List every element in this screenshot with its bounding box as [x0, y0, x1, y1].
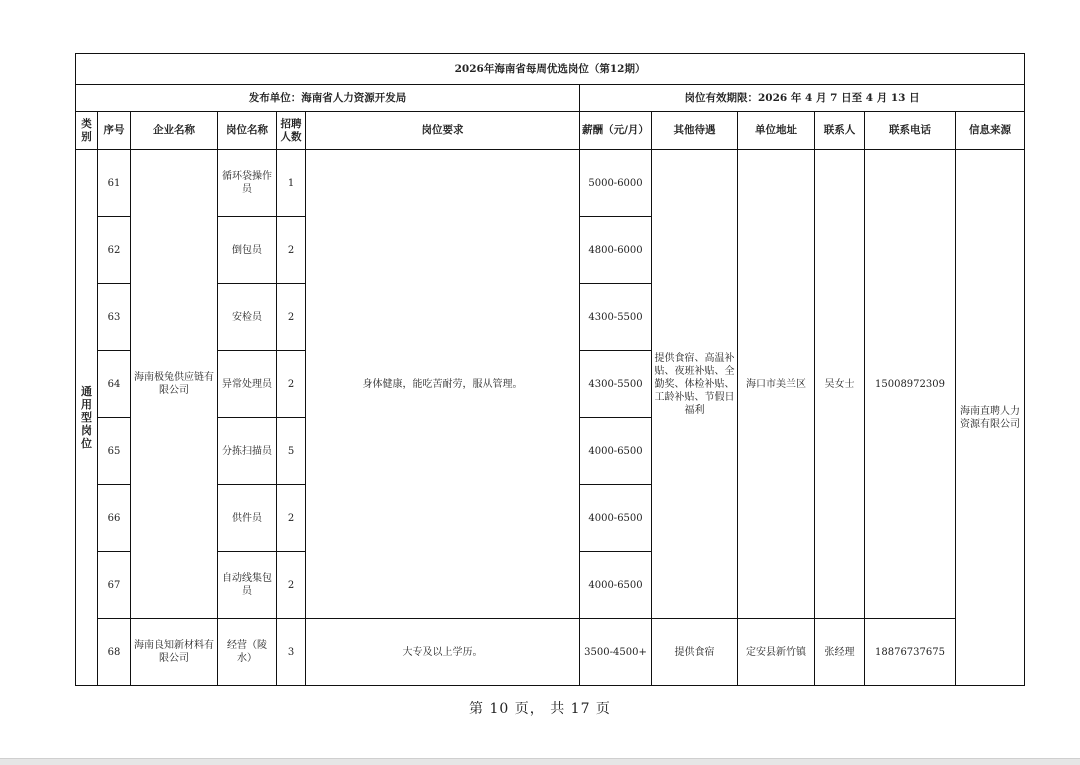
cell-count: 5: [277, 418, 306, 485]
cell-position: 异常处理员: [218, 351, 277, 418]
table-header-row: [76, 112, 1025, 150]
cell-count: 2: [277, 284, 306, 351]
cell-position: 经营（陵水）: [218, 619, 277, 686]
cell-position: 自动线集包员: [218, 552, 277, 619]
cell-salary: 4300-5500: [580, 351, 652, 418]
validity-label: 岗位有效期限：2026 年 4 月 7 日至 4 月 13 日: [580, 85, 1025, 112]
cell-source: 海南直聘人力资源有限公司: [956, 150, 1025, 686]
cell-company: 海南极兔供应链有限公司: [131, 150, 218, 619]
header-phone: 联系电话: [865, 112, 956, 150]
cell-salary: 4300-5500: [580, 284, 652, 351]
cell-count: 2: [277, 217, 306, 284]
cell-requirements: 身体健康，能吃苦耐劳，服从管理。: [306, 150, 580, 619]
cell-address: 海口市美兰区: [738, 150, 815, 619]
cell-position: 循环袋操作员: [218, 150, 277, 217]
cell-address: 定安县新竹镇: [738, 619, 815, 686]
document-title: 2026年海南省每周优选岗位（第12期）: [76, 54, 1025, 85]
header-count: 招聘人数: [277, 112, 306, 150]
header-category: 类别: [76, 112, 98, 150]
header-source: 信息来源: [956, 112, 1025, 150]
cell-count: 2: [277, 485, 306, 552]
cell-position: 安检员: [218, 284, 277, 351]
page-number: 第 10 页， 共 17 页: [469, 701, 611, 717]
table-row: [76, 619, 1025, 686]
cell-count: 2: [277, 351, 306, 418]
cell-salary: 4000-6500: [580, 485, 652, 552]
cell-count: 2: [277, 552, 306, 619]
job-table-sheet: [75, 53, 1025, 686]
header-salary: 薪酬（元/月）: [580, 112, 652, 150]
cell-salary: 4000-6500: [580, 418, 652, 485]
header-index: 序号: [98, 112, 131, 150]
cell-index: 68: [98, 619, 131, 686]
cell-contact: 吴女士: [815, 150, 865, 619]
job-table: [75, 53, 1025, 686]
table-row: [76, 150, 1025, 217]
cell-company: 海南良知新材料有限公司: [131, 619, 218, 686]
cell-index: 64: [98, 351, 131, 418]
cell-salary: 4000-6500: [580, 552, 652, 619]
header-company: 企业名称: [131, 112, 218, 150]
cell-contact: 张经理: [815, 619, 865, 686]
cell-benefits: 提供食宿: [652, 619, 738, 686]
category-cell: 通用型岗位: [76, 150, 98, 686]
cell-index: 66: [98, 485, 131, 552]
cell-salary: 3500-4500+: [580, 619, 652, 686]
header-requirements: 岗位要求: [306, 112, 580, 150]
cell-index: 62: [98, 217, 131, 284]
header-benefits: 其他待遇: [652, 112, 738, 150]
publisher-label: 发布单位：海南省人力资源开发局: [76, 85, 580, 112]
cell-salary: 4800-6000: [580, 217, 652, 284]
header-contact: 联系人: [815, 112, 865, 150]
cell-phone: 18876737675: [865, 619, 956, 686]
cell-position: 供件员: [218, 485, 277, 552]
cell-index: 63: [98, 284, 131, 351]
cell-index: 67: [98, 552, 131, 619]
header-position: 岗位名称: [218, 112, 277, 150]
cell-phone: 15008972309: [865, 150, 956, 619]
cell-position: 倒包员: [218, 217, 277, 284]
cell-benefits: 提供食宿、高温补贴、夜班补贴、全勤奖、体检补贴、工龄补贴、节假日福利: [652, 150, 738, 619]
cell-salary: 5000-6000: [580, 150, 652, 217]
cell-requirements: 大专及以上学历。: [306, 619, 580, 686]
cell-position: 分拣扫描员: [218, 418, 277, 485]
cell-count: 3: [277, 619, 306, 686]
cell-index: 61: [98, 150, 131, 217]
cell-index: 65: [98, 418, 131, 485]
header-address: 单位地址: [738, 112, 815, 150]
cell-count: 1: [277, 150, 306, 217]
